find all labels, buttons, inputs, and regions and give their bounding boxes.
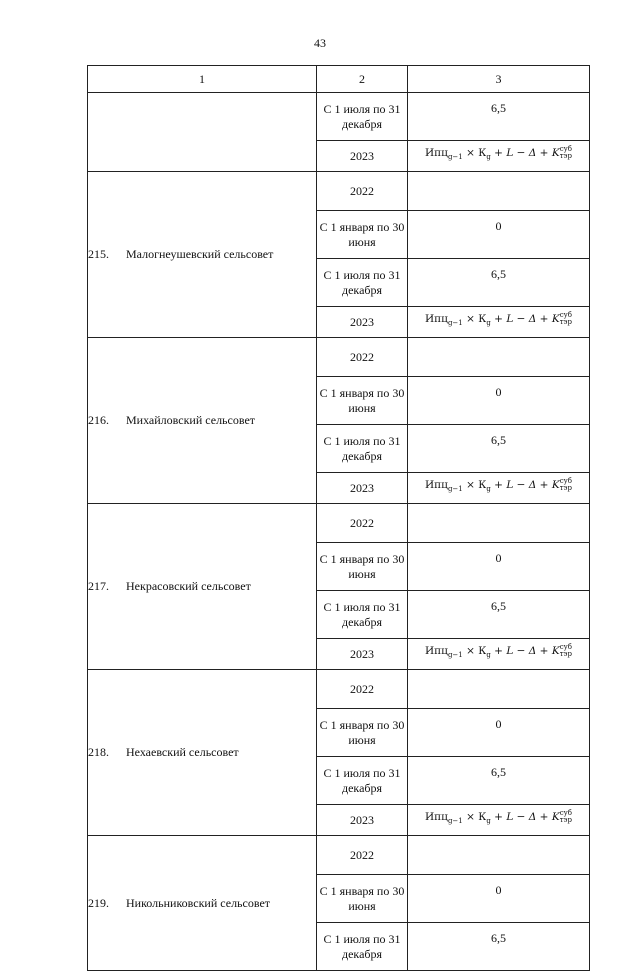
- formula-k-last-sub: тэр: [559, 152, 572, 161]
- period-cell: С 1 июля по 31 декабря: [317, 923, 408, 971]
- period-cell: С 1 января по 30 июня: [317, 211, 408, 259]
- period-cell: 2022: [317, 670, 408, 709]
- table-row: [88, 172, 590, 211]
- formula-k-sub: g: [486, 319, 491, 328]
- continuation-name-cell: [88, 93, 317, 172]
- period-cell: 2022: [317, 338, 408, 377]
- formula-rest: + L − Δ +: [490, 645, 552, 658]
- formula-k-last-sup: суб: [559, 311, 572, 320]
- formula-k-last: K: [551, 147, 560, 160]
- settlement-name-cell: [88, 670, 317, 836]
- formula-k-sub: g: [486, 651, 491, 660]
- formula-base-sub: g−1: [447, 651, 463, 660]
- period-cell: 2023: [317, 307, 408, 338]
- settlement-name: Михайловский сельсовет: [126, 413, 256, 427]
- formula-base: Ипц: [425, 147, 448, 160]
- settlement-name: Нехаевский сельсовет: [126, 745, 239, 759]
- value-cell: 0: [408, 543, 590, 591]
- formula-times: × К: [462, 479, 487, 492]
- period-cell: 2022: [317, 172, 408, 211]
- value-cell: 0: [408, 875, 590, 923]
- formula-supsub: [560, 644, 572, 658]
- value-cell: 6,5: [408, 425, 590, 473]
- formula-k-last: K: [551, 479, 560, 492]
- settlement-name: Никольниковский сельсовет: [126, 895, 271, 910]
- settlement-name-cell: [88, 504, 317, 670]
- table-row: [88, 670, 590, 709]
- page-number: 43: [314, 36, 326, 50]
- header-row: [88, 66, 590, 93]
- period-cell: С 1 января по 30 июня: [317, 875, 408, 923]
- settlement-name: Малогнеушевский сельсовет: [126, 247, 274, 261]
- period-cell: 2023: [317, 639, 408, 670]
- period-cell: 2023: [317, 141, 408, 172]
- header-col-2: 2: [317, 66, 408, 93]
- formula-cell: [408, 307, 590, 338]
- value-cell: [408, 670, 590, 709]
- table-row: [88, 836, 590, 875]
- formula-rest: + L − Δ +: [490, 479, 552, 492]
- formula-k-last: K: [551, 645, 560, 658]
- formula-rest: + L − Δ +: [490, 147, 552, 160]
- formula-cell: [408, 639, 590, 670]
- formula-rest: + L − Δ +: [490, 811, 552, 824]
- formula-rest: + L − Δ +: [490, 313, 552, 326]
- formula-k-sub: g: [486, 817, 491, 826]
- formula-times: × К: [462, 645, 487, 658]
- value-cell: 0: [408, 211, 590, 259]
- formula-times: × К: [462, 811, 487, 824]
- formula-k-last-sub: тэр: [559, 318, 572, 327]
- value-cell: [408, 504, 590, 543]
- entry-number: 216.: [88, 413, 109, 427]
- value-cell: [408, 338, 590, 377]
- formula-k-last-sup: суб: [559, 809, 572, 818]
- entry-number: 215.: [88, 247, 109, 261]
- settlement-name-cell: [88, 172, 317, 338]
- value-cell: 6,5: [408, 757, 590, 805]
- formula-cell: [408, 805, 590, 836]
- formula-k-last-sup: суб: [559, 477, 572, 486]
- formula-cell: [408, 473, 590, 504]
- value-cell: 6,5: [408, 923, 590, 971]
- formula-base: Ипц: [425, 811, 448, 824]
- formula-base-sub: g−1: [447, 817, 463, 826]
- formula-supsub: [560, 146, 572, 160]
- formula-k-last-sup: суб: [559, 145, 572, 154]
- period-cell: С 1 июля по 31 декабря: [317, 425, 408, 473]
- value-cell: [408, 172, 590, 211]
- period-cell: 2022: [317, 504, 408, 543]
- settlement-name-cell: [88, 836, 317, 971]
- period-cell: С 1 июля по 31 декабря: [317, 757, 408, 805]
- header-col-1: 1: [88, 66, 317, 93]
- formula-base-sub: g−1: [447, 319, 463, 328]
- formula-k-sub: g: [486, 153, 491, 162]
- period-cell: С 1 января по 30 июня: [317, 709, 408, 757]
- formula-base: Ипц: [425, 479, 448, 492]
- value-cell: 6,5: [408, 591, 590, 639]
- value-cell: 0: [408, 709, 590, 757]
- formula-k-last: K: [551, 811, 560, 824]
- formula-base-sub: g−1: [447, 153, 463, 162]
- formula-base: Ипц: [425, 313, 448, 326]
- period-cell: С 1 июля по 31 декабря: [317, 591, 408, 639]
- table-row: [88, 338, 590, 377]
- formula-supsub: [560, 810, 572, 824]
- period-cell: 2023: [317, 805, 408, 836]
- formula-k-last-sub: тэр: [559, 816, 572, 825]
- formula-k-last-sub: тэр: [559, 650, 572, 659]
- formula-k-last-sub: тэр: [559, 484, 572, 493]
- settlement-name-cell: [88, 338, 317, 504]
- value-cell: [408, 836, 590, 875]
- entry-number: 219.: [88, 895, 109, 910]
- formula-supsub: [560, 478, 572, 492]
- header-col-3: 3: [408, 66, 590, 93]
- entry-number: 218.: [88, 745, 109, 759]
- table-body: [88, 93, 590, 971]
- formula-cell: [408, 141, 590, 172]
- table-row: [88, 93, 590, 141]
- entry-number: 217.: [88, 579, 109, 593]
- period-cell: С 1 января по 30 июня: [317, 377, 408, 425]
- formula-base-sub: g−1: [447, 485, 463, 494]
- value-cell: 0: [408, 377, 590, 425]
- formula-k-last-sup: суб: [559, 643, 572, 652]
- value-cell: 6,5: [408, 259, 590, 307]
- formula-times: × К: [462, 313, 487, 326]
- value-cell: 6,5: [408, 93, 590, 141]
- period-cell: С 1 января по 30 июня: [317, 543, 408, 591]
- period-cell: С 1 июля по 31 декабря: [317, 93, 408, 141]
- formula-k-last: K: [551, 313, 560, 326]
- settlement-name: Некрасовский сельсовет: [126, 579, 251, 593]
- period-cell: 2022: [317, 836, 408, 875]
- tariff-table: [87, 65, 590, 971]
- formula-base: Ипц: [425, 645, 448, 658]
- formula-k-sub: g: [486, 485, 491, 494]
- formula-supsub: [560, 312, 572, 326]
- formula-times: × К: [462, 147, 487, 160]
- period-cell: 2023: [317, 473, 408, 504]
- table-row: [88, 504, 590, 543]
- period-cell: С 1 июля по 31 декабря: [317, 259, 408, 307]
